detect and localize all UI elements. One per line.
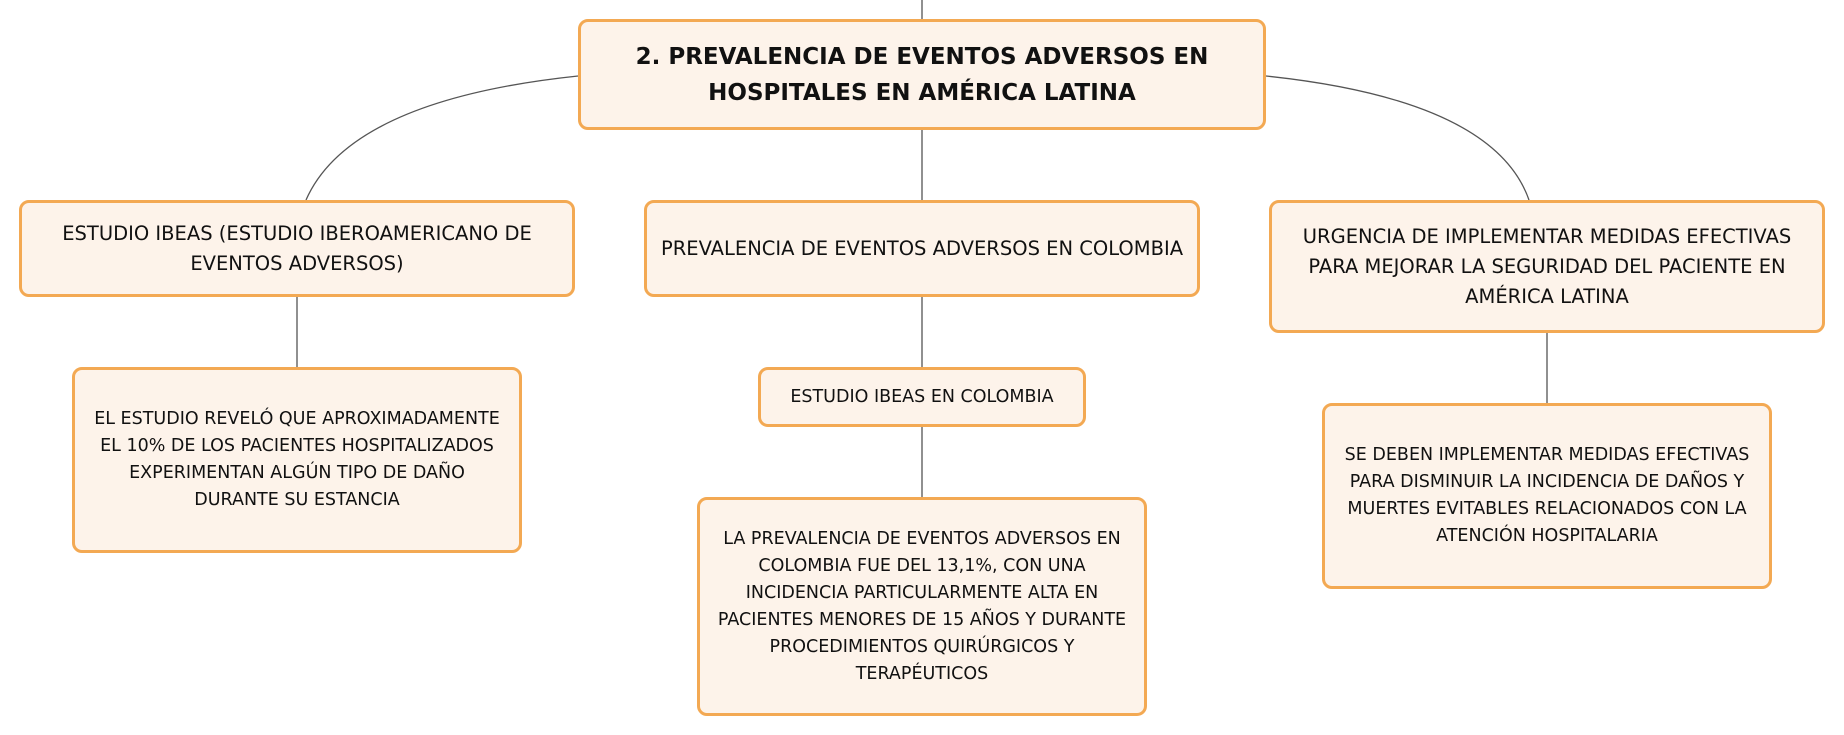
connector-root-to-ibeas	[306, 76, 578, 200]
root-node-label: 2. PREVALENCIA DE EVENTOS ADVERSOS EN HOSPITALES EN AMÉRICA LATINA	[635, 43, 1209, 106]
branch-node-colombia-label: PREVALENCIA DE EVENTOS ADVERSOS EN COLOMBIA	[660, 236, 1184, 260]
child-node-ibeas-finding-label: EL ESTUDIO REVELÓ QUE APROXIMADAMENTE EL 10% DE LOS PACIENTES HOSPITALIZADOS EXPERIMENTAN ALGÚN TIPO DE DAÑO DURANTE SU ESTANCIA	[94, 409, 500, 510]
child-node-colombia-prevalence[interactable]	[697, 497, 1147, 716]
branch-node-ibeas-label: ESTUDIO IBEAS (ESTUDIO IBEROAMERICANO DE EVENTOS ADVERSOS)	[62, 221, 532, 275]
child-node-ibeas-finding[interactable]	[72, 367, 522, 553]
child-node-measures[interactable]	[1322, 403, 1772, 589]
child-node-measures-label: SE DEBEN IMPLEMENTAR MEDIDAS EFECTIVAS PARA DISMINUIR LA INCIDENCIA DE DAÑOS Y MUERTES EVITABLES RELACIONADOS CON LA ATENCIÓN HOSPITALARIA	[1344, 445, 1750, 546]
child-node-ibeas-colombia-label: ESTUDIO IBEAS EN COLOMBIA	[790, 386, 1054, 407]
branch-node-urgencia-label: URGENCIA DE IMPLEMENTAR MEDIDAS EFECTIVAS PARA MEJORAR LA SEGURIDAD DEL PACIENTE EN AMÉRICA LATINA	[1302, 224, 1792, 308]
branch-node-ibeas[interactable]	[19, 200, 575, 297]
root-node[interactable]	[578, 19, 1266, 130]
child-node-ibeas-colombia[interactable]	[758, 367, 1086, 427]
connector-root-to-urgencia	[1266, 76, 1529, 200]
child-node-colombia-prevalence-label: LA PREVALENCIA DE EVENTOS ADVERSOS EN COLOMBIA FUE DEL 13,1%, CON UNA INCIDENCIA PARTICULARMENTE ALTA EN PACIENTES MENORES DE 15 AÑOS Y DURANTE PROCEDIMIENTOS QUIRÚRGICOS Y TERAPÉUTICOS	[717, 528, 1127, 684]
branch-node-colombia[interactable]	[644, 200, 1200, 297]
branch-node-urgencia[interactable]	[1269, 200, 1825, 333]
